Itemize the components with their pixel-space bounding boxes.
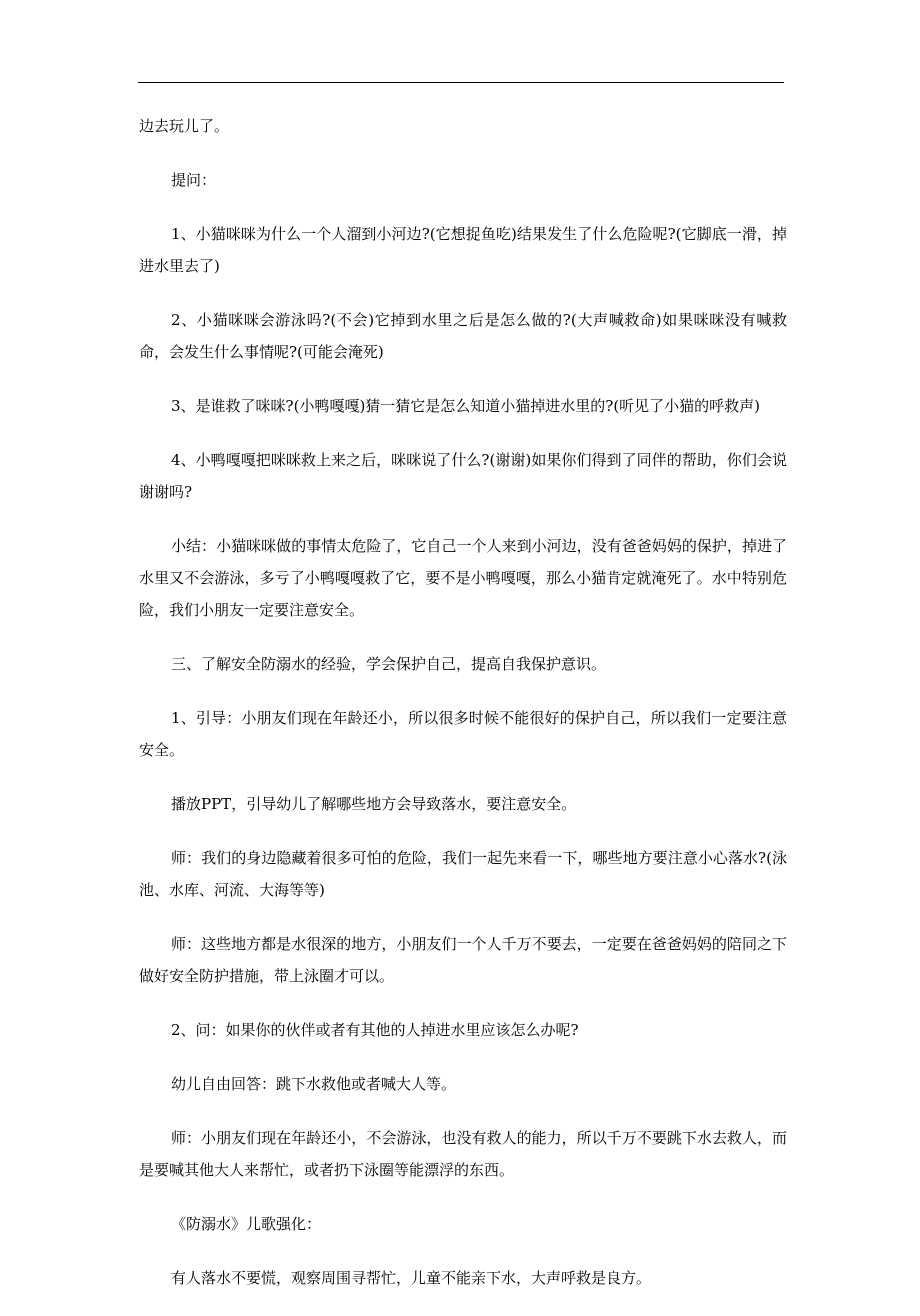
- header-rule: [138, 82, 784, 83]
- paragraph: 4、小鸭嘎嘎把咪咪救上来之后，咪咪说了什么?(谢谢)如果你们得到了同伴的帮助，你们会说谢谢吗?: [139, 451, 787, 501]
- paragraph: 师：这些地方都是水很深的地方，小朋友们一个人千万不要去，一定要在爸爸妈妈的陪同之下做好安全防护措施，带上泳圈才可以。: [139, 935, 787, 985]
- paragraph: 2、小猫咪咪会游泳吗?(不会)它掉到水里之后是怎么做的?(大声喊救命)如果咪咪没有喊救命，会发生什么事情呢?(可能会淹死): [139, 311, 787, 361]
- paragraph: 师：小朋友们现在年龄还小，不会游泳，也没有救人的能力，所以千万不要跳下水去救人，而是要喊其他大人来帮忙，或者扔下泳圈等能漂浮的东西。: [139, 1129, 787, 1179]
- paragraph: 播放PPT，引导幼儿了解哪些地方会导致落水，要注意安全。: [171, 795, 577, 813]
- paragraph: 1、引导：小朋友们现在年龄还小，所以很多时候不能很好的保护自己，所以我们一定要注意安全。: [139, 709, 787, 759]
- paragraph: 1、小猫咪咪为什么一个人溜到小河边?(它想捉鱼吃)结果发生了什么危险呢?(它脚底一滑，掉进水里去了): [139, 225, 787, 275]
- paragraph: 师：我们的身边隐藏着很多可怕的危险，我们一起先来看一下，哪些地方要注意小心落水?(泳池、水库、河流、大海等等): [139, 849, 787, 899]
- paragraph: 小结：小猫咪咪做的事情太危险了，它自己一个人来到小河边，没有爸爸妈妈的保护，掉进了水里又不会游泳，多亏了小鸭嘎嘎救了它，要不是小鸭嘎嘎，那么小猫肯定就淹死了。水中特别危险，我们小朋友一定要注意安全。: [139, 537, 787, 619]
- paragraph: 有人落水不要慌，观察周围寻帮忙，儿童不能亲下水，大声呼救是良方。: [171, 1269, 652, 1287]
- document-body: [139, 110, 787, 1316]
- paragraph: 《防溺水》儿歌强化：: [171, 1215, 322, 1233]
- paragraph: 三、了解安全防溺水的经验，学会保护自己，提高自我保护意识。: [171, 655, 607, 673]
- paragraph: 2、问：如果你的伙伴或者有其他的人掉进水里应该怎么办呢?: [171, 1021, 579, 1039]
- paragraph: 幼儿自由回答：跳下水救他或者喊大人等。: [171, 1075, 457, 1093]
- paragraph: 3、是谁救了咪咪?(小鸭嘎嘎)猜一猜它是怎么知道小猫掉进水里的?(听见了小猫的呼救声): [171, 397, 761, 415]
- paragraph: 边去玩儿了。: [139, 117, 230, 135]
- paragraph: 提问：: [171, 171, 217, 189]
